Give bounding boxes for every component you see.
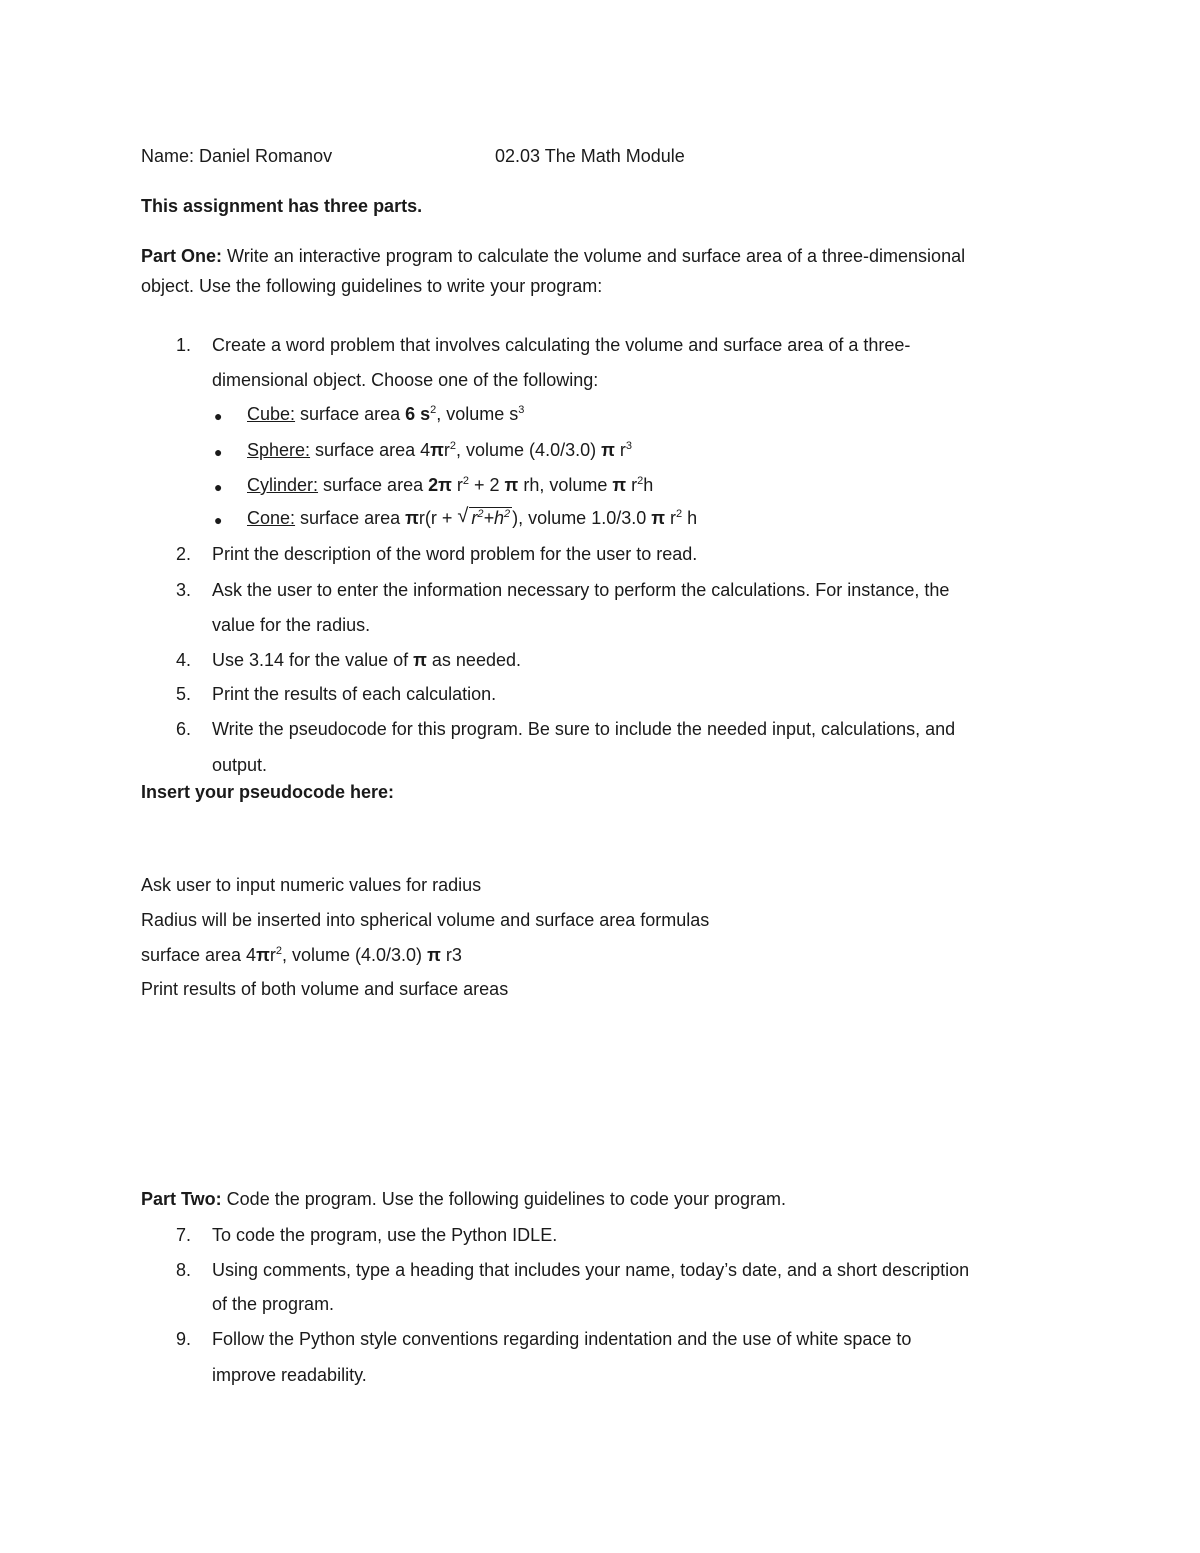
module-title: 02.03 The Math Module <box>495 146 685 166</box>
square-root-icon: √ $r^2+h^2$ <box>457 505 511 528</box>
shape-cube: Cube: surface area 6 $s^2$, volume $s^3$ <box>247 404 525 424</box>
step-text: of the program. <box>212 1294 335 1314</box>
step-text: Use 3.14 for the value of π as needed. <box>212 650 521 670</box>
step-text: To code the program, use the Python IDLE. <box>212 1225 558 1245</box>
step-number: 5. <box>176 684 192 704</box>
shape-sphere: Sphere: surface area $4\pi r^2$, volume (4.0/3.0) π $r^3$ <box>247 440 633 460</box>
part-one-line1 <box>141 245 965 267</box>
step-number: 4. <box>176 650 192 670</box>
part-two-line <box>141 1188 786 1210</box>
bullet-icon: ● <box>214 408 223 424</box>
shape-cone: Cone: surface area πr(r + √ $r^2+h^2$ ), volume 1.0/3.0 π $r^2$ h <box>247 505 698 528</box>
step-text: Using comments, type a heading that includes your name, today’s date, and a short description <box>212 1260 970 1280</box>
bullet-icon: ● <box>214 479 223 495</box>
step-number: 9. <box>176 1329 192 1349</box>
pseudocode-line: surface area $4\pi r^2$, volume (4.0/3.0) π r3 <box>141 945 462 965</box>
step-text: Ask the user to enter the information necessary to perform the calculations. For instance, the <box>212 580 950 600</box>
step-text: output. <box>212 755 268 775</box>
step-number: 3. <box>176 580 192 600</box>
step-number: 1. <box>176 335 192 355</box>
part-two-label: Part Two: <box>141 1189 222 1209</box>
step-number: 7. <box>176 1225 192 1245</box>
step-text: improve readability. <box>212 1365 367 1385</box>
step-number: 2. <box>176 544 192 564</box>
step-text: Follow the Python style conventions regarding indentation and the use of white space to <box>212 1329 912 1349</box>
bullet-icon: ● <box>214 444 223 460</box>
step-text: Print the description of the word problem for the user to read. <box>212 544 698 564</box>
step-text: Write the pseudocode for this program. Be sure to include the needed input, calculations, and <box>212 719 956 739</box>
step-number: 6. <box>176 719 192 739</box>
assignment-intro: This assignment has three parts. <box>141 196 423 216</box>
part-one-label: Part One: <box>141 246 223 266</box>
student-name: Name: Daniel Romanov <box>141 146 333 166</box>
step-number: 8. <box>176 1260 192 1280</box>
pseudocode-line: Ask user to input numeric values for radius <box>141 875 482 895</box>
part-one-text1: Write an interactive program to calculate the volume and surface area of a three-dimensional <box>222 246 966 266</box>
part-one-line2: object. Use the following guidelines to write your program: <box>141 276 603 296</box>
part-two-text: Code the program. Use the following guidelines to code your program. <box>221 1189 786 1209</box>
pseudocode-line: Radius will be inserted into spherical volume and surface area formulas <box>141 910 710 930</box>
step-text: value for the radius. <box>212 615 371 635</box>
bullet-icon: ● <box>214 512 223 528</box>
step-text: Print the results of each calculation. <box>212 684 497 704</box>
pseudocode-heading: Insert your pseudocode here: <box>141 782 395 802</box>
shape-cylinder: Cylinder: surface area 2π $r^2 + 2$ π rh, volume π $r^2h$ <box>247 475 654 495</box>
step-text: dimensional object. Choose one of the following: <box>212 370 599 390</box>
step-text: Create a word problem that involves calculating the volume and surface area of a three- <box>212 335 911 355</box>
pseudocode-line: Print results of both volume and surface areas <box>141 979 509 999</box>
